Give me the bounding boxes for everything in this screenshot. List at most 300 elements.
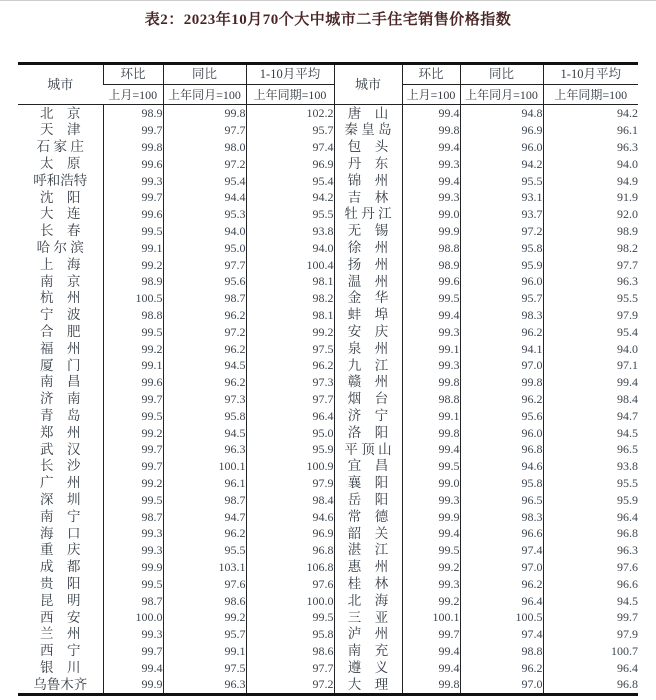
- avg-value-right: 94.5: [543, 424, 638, 441]
- mom-value-left: 99.5: [103, 491, 163, 508]
- mom-value-left: 99.7: [103, 122, 163, 139]
- table-row: [18, 206, 638, 223]
- table-row: [18, 475, 638, 492]
- mom-value-right: 99.1: [402, 340, 460, 357]
- mom-value-left: 99.9: [103, 676, 163, 694]
- city-name-left: 合 肥: [40, 324, 81, 339]
- header-mom-base-right: 上月=100: [402, 85, 460, 105]
- mom-value-left: 99.8: [103, 139, 163, 156]
- city-name-right: 三 亚: [334, 609, 402, 626]
- mom-value-left: 98.9: [103, 105, 163, 122]
- avg-value-left: 96.8: [246, 542, 334, 559]
- mom-value-right: 99.3: [402, 155, 460, 172]
- city-name-left: 兰 州: [40, 626, 81, 642]
- mom-value-left: 99.2: [103, 340, 163, 357]
- mom-value-right: 99.3: [402, 323, 460, 340]
- mom-value-left: 99.7: [103, 189, 163, 206]
- avg-value-right: 94.9: [543, 172, 638, 189]
- avg-value-left: 98.6: [246, 643, 334, 660]
- avg-value-right: 97.9: [543, 307, 638, 324]
- city-name-left: 宁 波: [40, 307, 81, 323]
- mom-value-left: 100.0: [103, 609, 163, 626]
- table-row: [18, 323, 638, 340]
- mom-value-left: 99.7: [103, 441, 163, 458]
- city-name-left: 西 宁: [40, 643, 81, 659]
- avg-value-right: 97.1: [543, 357, 638, 374]
- header-avg-base-left: 上年同期=100: [246, 85, 334, 105]
- city-name-left: 成 都: [40, 559, 81, 575]
- avg-value-left: 97.9: [246, 475, 334, 492]
- table-row: [18, 643, 638, 660]
- city-name-right: 安 庆: [334, 323, 402, 340]
- table-row: [18, 659, 638, 676]
- city-name-right: 南 充: [334, 643, 402, 660]
- yoy-value-left: 96.1: [163, 475, 246, 492]
- table-row: [18, 340, 638, 357]
- yoy-value-right: 100.5: [460, 609, 543, 626]
- avg-value-right: 96.4: [543, 508, 638, 525]
- mom-value-left: 99.5: [103, 575, 163, 592]
- city-name-right: 扬 州: [334, 256, 402, 273]
- city-name-left: 广 州: [40, 475, 81, 491]
- avg-value-right: 98.2: [543, 239, 638, 256]
- mom-value-right: 100.1: [402, 609, 460, 626]
- header-city-right: 城市: [334, 64, 402, 105]
- city-name-right: 秦 皇 岛: [334, 122, 402, 139]
- city-name-right: 韶 关: [334, 525, 402, 542]
- yoy-value-left: 98.7: [163, 290, 246, 307]
- mom-value-left: 99.5: [103, 407, 163, 424]
- yoy-value-left: 96.2: [163, 374, 246, 391]
- avg-value-left: 93.8: [246, 223, 334, 240]
- avg-value-right: 96.8: [543, 525, 638, 542]
- yoy-value-right: 95.5: [460, 172, 543, 189]
- yoy-value-right: 96.4: [460, 592, 543, 609]
- avg-value-right: 96.6: [543, 575, 638, 592]
- avg-value-left: 102.2: [246, 105, 334, 122]
- yoy-value-right: 96.9: [460, 122, 543, 139]
- mom-value-right: 99.3: [402, 357, 460, 374]
- table-row: [18, 139, 638, 156]
- yoy-value-left: 97.2: [163, 323, 246, 340]
- mom-value-left: 99.2: [103, 256, 163, 273]
- mom-value-right: 99.4: [402, 172, 460, 189]
- yoy-value-right: 94.6: [460, 458, 543, 475]
- city-name-left: 长 春: [40, 223, 81, 239]
- mom-value-left: 99.1: [103, 239, 163, 256]
- city-name-right: 无 锡: [334, 223, 402, 240]
- mom-value-left: 99.5: [103, 223, 163, 240]
- city-name-right: 洛 阳: [334, 424, 402, 441]
- city-name-left: 大 连: [40, 206, 81, 222]
- table-row: [18, 592, 638, 609]
- avg-value-left: 97.7: [246, 391, 334, 408]
- avg-value-left: 100.9: [246, 458, 334, 475]
- mom-value-right: 99.0: [402, 475, 460, 492]
- city-name-right: 大 理: [334, 676, 402, 694]
- table-header: [18, 64, 638, 105]
- yoy-value-right: 96.5: [460, 491, 543, 508]
- city-name-right: 泸 州: [334, 626, 402, 643]
- yoy-value-left: 94.5: [163, 424, 246, 441]
- avg-value-left: 99.2: [246, 323, 334, 340]
- yoy-value-left: 97.7: [163, 122, 246, 139]
- table-row: [18, 155, 638, 172]
- mom-value-left: 99.9: [103, 559, 163, 576]
- mom-value-left: 99.5: [103, 323, 163, 340]
- mom-value-left: 99.4: [103, 659, 163, 676]
- avg-value-right: 94.5: [543, 592, 638, 609]
- mom-value-right: 99.8: [402, 374, 460, 391]
- city-name-right: 徐 州: [334, 239, 402, 256]
- yoy-value-right: 98.3: [460, 508, 543, 525]
- yoy-value-right: 96.8: [460, 441, 543, 458]
- city-name-right: 赣 州: [334, 374, 402, 391]
- city-name-right: 吉 林: [334, 189, 402, 206]
- avg-value-right: 95.9: [543, 491, 638, 508]
- yoy-value-left: 97.5: [163, 659, 246, 676]
- mom-value-left: 98.7: [103, 508, 163, 525]
- mom-value-left: 100.5: [103, 290, 163, 307]
- table-row: [18, 458, 638, 475]
- city-name-right: 遵 义: [334, 659, 402, 676]
- mom-value-right: 99.8: [402, 676, 460, 694]
- avg-value-right: 91.9: [543, 189, 638, 206]
- mom-value-left: 99.2: [103, 424, 163, 441]
- yoy-value-right: 94.8: [460, 105, 543, 122]
- mom-value-right: 99.3: [402, 575, 460, 592]
- avg-value-left: 99.5: [246, 609, 334, 626]
- yoy-value-right: 96.0: [460, 139, 543, 156]
- header-mom-right: 环比: [402, 64, 460, 85]
- avg-value-left: 95.9: [246, 441, 334, 458]
- mom-value-right: 99.0: [402, 206, 460, 223]
- avg-value-right: 94.7: [543, 407, 638, 424]
- city-name-left: 南 宁: [40, 508, 81, 524]
- avg-value-left: 96.4: [246, 407, 334, 424]
- city-name-left: 乌鲁木齐: [33, 676, 88, 692]
- mom-value-right: 99.4: [402, 105, 460, 122]
- yoy-value-left: 94.0: [163, 223, 246, 240]
- mom-value-right: 99.5: [402, 458, 460, 475]
- avg-value-left: 94.2: [246, 189, 334, 206]
- city-name-right: 丹 东: [334, 155, 402, 172]
- header-city-left: 城市: [18, 64, 103, 105]
- city-name-left: 武 汉: [40, 441, 81, 457]
- table-row: [18, 223, 638, 240]
- table-row: [18, 424, 638, 441]
- mom-value-right: 99.5: [402, 290, 460, 307]
- mom-value-right: 99.2: [402, 559, 460, 576]
- avg-value-left: 106.8: [246, 559, 334, 576]
- city-name-right: 宜 昌: [334, 458, 402, 475]
- avg-value-right: 99.7: [543, 609, 638, 626]
- city-name-left: 厦 门: [40, 357, 81, 373]
- header-avg-right: 1-10月平均: [543, 64, 638, 85]
- mom-value-right: 99.4: [402, 139, 460, 156]
- yoy-value-left: 98.0: [163, 139, 246, 156]
- city-name-right: 泉 州: [334, 340, 402, 357]
- mom-value-right: 99.5: [402, 542, 460, 559]
- yoy-value-right: 95.8: [460, 475, 543, 492]
- avg-value-right: 96.3: [543, 139, 638, 156]
- yoy-value-right: 95.8: [460, 239, 543, 256]
- header-mom-base-left: 上月=100: [103, 85, 163, 105]
- yoy-value-left: 95.7: [163, 626, 246, 643]
- city-name-left: 天 津: [40, 122, 81, 138]
- city-name-right: 唐 山: [334, 105, 402, 122]
- avg-value-right: 97.9: [543, 626, 638, 643]
- mom-value-left: 99.6: [103, 155, 163, 172]
- city-name-right: 平 顶 山: [334, 441, 402, 458]
- mom-value-left: 99.6: [103, 206, 163, 223]
- city-name-right: 锦 州: [334, 172, 402, 189]
- header-yoy-left: 同比: [163, 64, 246, 85]
- yoy-value-right: 94.1: [460, 340, 543, 357]
- city-name-right: 岳 阳: [334, 491, 402, 508]
- avg-value-left: 98.1: [246, 307, 334, 324]
- table-row: [18, 256, 638, 273]
- mom-value-right: 99.4: [402, 659, 460, 676]
- avg-value-right: 98.9: [543, 223, 638, 240]
- mom-value-right: 99.8: [402, 122, 460, 139]
- avg-value-right: 96.3: [543, 542, 638, 559]
- mom-value-left: 99.7: [103, 391, 163, 408]
- table-row: [18, 273, 638, 290]
- mom-value-left: 99.3: [103, 626, 163, 643]
- mom-value-left: 98.8: [103, 307, 163, 324]
- yoy-value-right: 95.9: [460, 256, 543, 273]
- yoy-value-left: 95.5: [163, 542, 246, 559]
- header-avg-base-right: 上年同期=100: [543, 85, 638, 105]
- mom-value-right: 99.4: [402, 441, 460, 458]
- yoy-value-left: 99.2: [163, 609, 246, 626]
- yoy-value-right: 95.6: [460, 407, 543, 424]
- avg-value-right: 94.2: [543, 105, 638, 122]
- avg-value-right: 95.5: [543, 475, 638, 492]
- yoy-value-left: 96.2: [163, 307, 246, 324]
- table-row: [18, 525, 638, 542]
- avg-value-right: 95.5: [543, 290, 638, 307]
- yoy-value-left: 99.8: [163, 105, 246, 122]
- city-name-left: 重 庆: [40, 542, 81, 558]
- mom-value-right: 99.4: [402, 307, 460, 324]
- city-name-right: 常 德: [334, 508, 402, 525]
- avg-value-left: 94.0: [246, 239, 334, 256]
- table-row: [18, 290, 638, 307]
- avg-value-left: 95.4: [246, 172, 334, 189]
- yoy-value-left: 95.0: [163, 239, 246, 256]
- yoy-value-left: 95.8: [163, 407, 246, 424]
- yoy-value-left: 94.7: [163, 508, 246, 525]
- city-name-left: 西 安: [40, 609, 81, 625]
- mom-value-right: 99.8: [402, 424, 460, 441]
- mom-value-left: 98.9: [103, 273, 163, 290]
- mom-value-left: 98.7: [103, 592, 163, 609]
- city-name-left: 昆 明: [40, 592, 81, 608]
- yoy-value-right: 97.0: [460, 559, 543, 576]
- avg-value-left: 100.4: [246, 256, 334, 273]
- avg-value-right: 100.7: [543, 643, 638, 660]
- yoy-value-left: 100.1: [163, 458, 246, 475]
- table-row: [18, 542, 638, 559]
- yoy-value-right: 93.1: [460, 189, 543, 206]
- city-name-right: 济 宁: [334, 407, 402, 424]
- city-name-left: 海 口: [40, 525, 81, 541]
- table-row: [18, 508, 638, 525]
- mom-value-left: 99.1: [103, 357, 163, 374]
- mom-value-left: 99.6: [103, 374, 163, 391]
- page-title: 表2：2023年10月70个大中城市二手住宅销售价格指数: [144, 12, 512, 28]
- city-name-right: 湛 江: [334, 542, 402, 559]
- price-index-table: [18, 62, 638, 696]
- avg-value-right: 96.8: [543, 676, 638, 694]
- mom-value-right: 99.7: [402, 626, 460, 643]
- yoy-value-right: 96.2: [460, 391, 543, 408]
- avg-value-left: 97.2: [246, 676, 334, 694]
- city-name-right: 牡 丹 江: [334, 206, 402, 223]
- table-row: [18, 239, 638, 256]
- avg-value-left: 98.2: [246, 290, 334, 307]
- header-avg-left: 1-10月平均: [246, 64, 334, 85]
- avg-value-left: 94.6: [246, 508, 334, 525]
- yoy-value-left: 94.4: [163, 189, 246, 206]
- mom-value-right: 99.2: [402, 592, 460, 609]
- yoy-value-right: 99.8: [460, 374, 543, 391]
- city-name-right: 九 江: [334, 357, 402, 374]
- avg-value-right: 92.0: [543, 206, 638, 223]
- city-name-left: 长 沙: [40, 458, 81, 474]
- table-row: [18, 172, 638, 189]
- yoy-value-right: 98.3: [460, 307, 543, 324]
- avg-value-left: 95.5: [246, 206, 334, 223]
- mom-value-right: 99.6: [402, 273, 460, 290]
- city-name-right: 温 州: [334, 273, 402, 290]
- yoy-value-left: 95.6: [163, 273, 246, 290]
- yoy-value-right: 95.7: [460, 290, 543, 307]
- header-mom-left: 环比: [103, 64, 163, 85]
- mom-value-right: 99.9: [402, 223, 460, 240]
- avg-value-left: 95.8: [246, 626, 334, 643]
- city-name-left: 深 圳: [40, 491, 81, 507]
- mom-value-right: 99.4: [402, 525, 460, 542]
- avg-value-left: 97.4: [246, 139, 334, 156]
- avg-value-right: 97.6: [543, 559, 638, 576]
- city-name-left: 沈 阳: [40, 189, 81, 205]
- city-name-right: 蚌 埠: [334, 307, 402, 324]
- avg-value-right: 99.4: [543, 374, 638, 391]
- yoy-value-left: 97.2: [163, 155, 246, 172]
- table-row: [18, 391, 638, 408]
- yoy-value-right: 96.0: [460, 273, 543, 290]
- avg-value-right: 97.7: [543, 256, 638, 273]
- mom-value-right: 98.8: [402, 391, 460, 408]
- yoy-value-right: 97.4: [460, 626, 543, 643]
- city-name-left: 北 京: [40, 105, 81, 121]
- table-row: [18, 491, 638, 508]
- avg-value-left: 97.6: [246, 575, 334, 592]
- yoy-value-right: 96.0: [460, 424, 543, 441]
- avg-value-left: 97.3: [246, 374, 334, 391]
- yoy-value-left: 96.3: [163, 676, 246, 694]
- mom-value-left: 99.3: [103, 542, 163, 559]
- avg-value-left: 96.9: [246, 155, 334, 172]
- header-yoy-right: 同比: [460, 64, 543, 85]
- city-name-left: 呼和浩特: [33, 172, 88, 188]
- table-body: [18, 105, 638, 695]
- yoy-value-right: 96.2: [460, 323, 543, 340]
- mom-value-left: 99.3: [103, 172, 163, 189]
- city-name-left: 哈 尔 滨: [36, 240, 84, 256]
- avg-value-left: 97.7: [246, 659, 334, 676]
- header-yoy-base-right: 上年同月=100: [460, 85, 543, 105]
- city-name-right: 桂 林: [334, 575, 402, 592]
- yoy-value-left: 98.7: [163, 491, 246, 508]
- avg-value-left: 95.0: [246, 424, 334, 441]
- yoy-value-right: 93.7: [460, 206, 543, 223]
- city-name-left: 济 南: [40, 391, 81, 407]
- table-row: [18, 189, 638, 206]
- yoy-value-left: 95.3: [163, 206, 246, 223]
- table-row: [18, 307, 638, 324]
- table-row: [18, 441, 638, 458]
- yoy-value-left: 96.2: [163, 525, 246, 542]
- yoy-value-right: 97.4: [460, 542, 543, 559]
- yoy-value-left: 96.3: [163, 441, 246, 458]
- city-name-left: 南 京: [40, 273, 81, 289]
- top-divider: [0, 0, 656, 1]
- avg-value-right: 96.4: [543, 659, 638, 676]
- table-row: [18, 407, 638, 424]
- table-row: [18, 357, 638, 374]
- yoy-value-left: 95.4: [163, 172, 246, 189]
- avg-value-left: 97.5: [246, 340, 334, 357]
- avg-value-left: 100.0: [246, 592, 334, 609]
- city-name-left: 上 海: [40, 256, 81, 272]
- city-name-right: 烟 台: [334, 391, 402, 408]
- yoy-value-left: 97.7: [163, 256, 246, 273]
- table-row: [18, 374, 638, 391]
- avg-value-left: 95.7: [246, 122, 334, 139]
- avg-value-left: 96.2: [246, 357, 334, 374]
- avg-value-right: 98.4: [543, 391, 638, 408]
- mom-value-right: 99.1: [402, 407, 460, 424]
- city-name-left: 银 川: [40, 659, 81, 675]
- mom-value-left: 99.7: [103, 458, 163, 475]
- mom-value-right: 99.9: [402, 508, 460, 525]
- table-row: [18, 626, 638, 643]
- city-name-left: 郑 州: [40, 424, 81, 440]
- table-row: [18, 122, 638, 139]
- mom-value-right: 99.3: [402, 491, 460, 508]
- mom-value-left: 99.3: [103, 525, 163, 542]
- header-yoy-base-left: 上年同月=100: [163, 85, 246, 105]
- table-row: [18, 559, 638, 576]
- avg-value-right: 96.1: [543, 122, 638, 139]
- yoy-value-right: 96.2: [460, 659, 543, 676]
- yoy-value-left: 97.3: [163, 391, 246, 408]
- city-name-left: 青 岛: [40, 407, 81, 423]
- yoy-value-right: 97.0: [460, 357, 543, 374]
- mom-value-right: 99.4: [402, 643, 460, 660]
- avg-value-right: 96.3: [543, 273, 638, 290]
- yoy-value-left: 94.5: [163, 357, 246, 374]
- avg-value-left: 96.9: [246, 525, 334, 542]
- table-row: [18, 105, 638, 122]
- yoy-value-left: 99.1: [163, 643, 246, 660]
- mom-value-right: 98.8: [402, 239, 460, 256]
- city-name-right: 惠 州: [334, 559, 402, 576]
